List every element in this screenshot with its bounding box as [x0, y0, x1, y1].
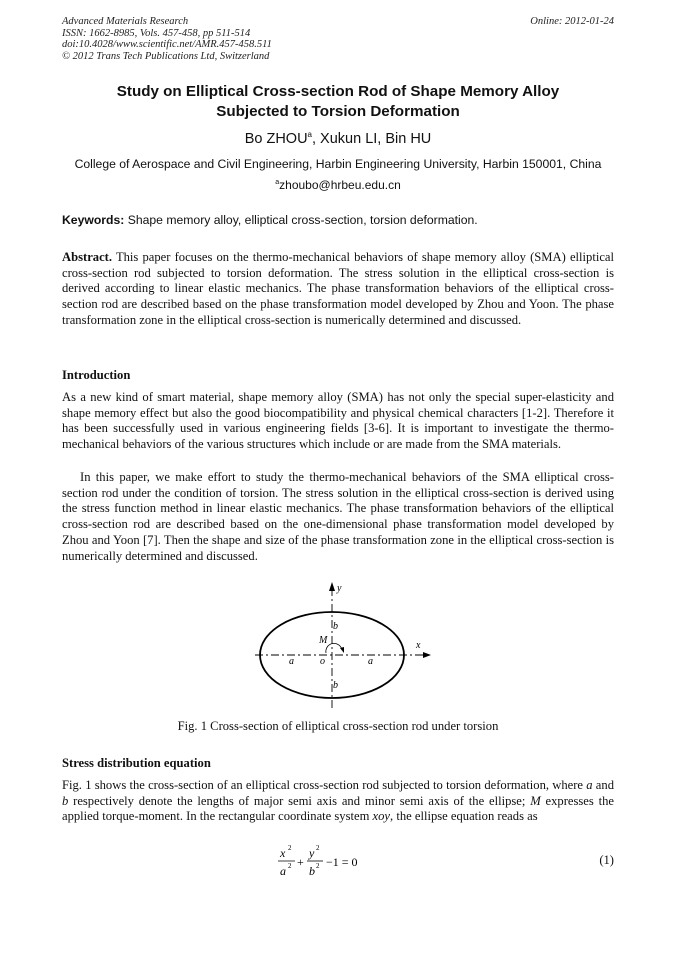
stress-text-2: and	[592, 778, 614, 792]
email	[62, 178, 614, 192]
y-axis-arrow	[329, 582, 335, 591]
var-a: a	[586, 778, 593, 792]
author-list	[62, 130, 614, 147]
keywords-text: Shape memory alloy, elliptical cross-section, torsion deformation.	[127, 213, 478, 227]
var-b: b	[62, 793, 69, 808]
introduction-paragraph-1: As a new kind of smart material, shape memory alloy (SMA) has not only the special super-elasticity and shape memory effect but also the good biocompatibility and physical chemical characters [1-2]. Therefore it has been successfully used in various engineering fields [3-6]. It is important to investigate the thermo-mechanical behaviors of the various structures which include or are made from the SMA materials.	[62, 390, 614, 452]
other-authors: , Xukun LI, Bin HU	[312, 131, 432, 147]
stress-text-5: , the ellipse equation reads as	[390, 809, 538, 824]
eq-y: y	[309, 846, 315, 860]
semi-axis-a-right: a	[368, 656, 373, 667]
eq-rest: −1 = 0	[326, 855, 358, 869]
semi-axis-b-top: b	[333, 621, 338, 632]
ellipse-figure	[255, 580, 435, 710]
author-1-affil-mark: a	[307, 130, 312, 139]
eq-b: b	[309, 864, 315, 878]
online-date: Online: 2012-01-24	[530, 16, 614, 27]
x-axis-arrow	[423, 652, 431, 658]
stress-heading: Stress distribution equation	[62, 756, 211, 770]
paper-title	[62, 82, 614, 122]
keywords-label: Keywords:	[62, 213, 125, 227]
y-label: y	[337, 583, 342, 594]
torque-label: M	[319, 635, 328, 646]
keywords	[62, 213, 614, 227]
abstract	[62, 250, 614, 329]
figure-caption: Fig. 1 Cross-section of elliptical cross-section rod under torsion	[177, 719, 499, 733]
eq-x-exp: 2	[288, 844, 292, 852]
eq-a-exp: 2	[288, 862, 292, 870]
journal-header	[62, 16, 272, 62]
torque-arc	[326, 643, 342, 653]
stress-text-3: respectively denote the lengths of major semi axis and minor semi axis of the ellipse;	[68, 793, 531, 808]
stress-text-1: Fig. 1 shows the cross-section of an elliptical cross-section rod subjected to torsion deformation, where	[62, 778, 587, 792]
stress-text-4: expresses the applied torque-moment. In the rectangular coordinate system	[62, 793, 614, 824]
doi-line: doi:10.4028/www.scientific.net/AMR.457-458.511	[62, 39, 272, 50]
eq-x: x	[280, 846, 286, 860]
abstract-label: Abstract.	[62, 250, 113, 264]
var-M: M	[530, 793, 541, 808]
title-line-1: Study on Elliptical Cross-section Rod of Shape Memory Alloy	[116, 83, 560, 100]
abstract-text: This paper focuses on the thermo-mechanical behaviors of shape memory alloy (SMA) elliptical cross-section rod subjected to torsion deformation. The stress solution in the elliptical cross-section is derived according to linear elastic mechanics. The phase transformation behaviors of the elliptical cross-section rod are described based on the phase transformation model developed by Zhou and Yoon. The phase transformation zone in the elliptical cross-section is numerically determined and discussed.	[62, 250, 615, 327]
eq-plus: +	[297, 855, 304, 869]
var-xoy: xoy	[372, 809, 391, 824]
introduction-heading: Introduction	[62, 368, 131, 382]
equation-1	[276, 844, 396, 878]
torque-arrow	[340, 647, 344, 653]
semi-axis-b-bottom: b	[333, 680, 338, 691]
stress-paragraph	[62, 778, 614, 825]
journal-name: Advanced Materials Research	[62, 16, 189, 27]
copyright-line: © 2012 Trans Tech Publications Ltd, Switzerland	[62, 50, 270, 62]
email-mark: a	[275, 179, 280, 186]
eq-y-exp: 2	[316, 844, 320, 852]
semi-axis-a-left: a	[289, 656, 294, 667]
affiliation: College of Aerospace and Civil Engineering, Harbin Engineering University, Harbin 150001, China	[74, 157, 602, 171]
introduction-paragraph-2: In this paper, we make effort to study the thermo-mechanical behaviors of the SMA elliptical cross-section rod under the condition of torsion. The stress solution in the elliptical cross-section is derived using the stress function method in linear elastic mechanics. The phase transformation behaviors of the elliptical cross-section rod are described based on the one-dimensional phase transformation model developed by Zhou and Yoon [7]. Then the shape and size of the phase transformation zone in the elliptical cross-section is numerically determined and discussed.	[62, 470, 614, 563]
equation-number: (1)	[599, 853, 614, 867]
x-label: x	[416, 640, 421, 651]
eq-b-exp: 2	[316, 862, 320, 870]
issn-line: ISSN: 1662-8985, Vols. 457-458, pp 511-514	[62, 27, 251, 39]
email-address: zhoubo@hrbeu.edu.cn	[279, 178, 401, 192]
eq-a: a	[280, 864, 286, 878]
title-line-2: Subjected to Torsion Deformation	[216, 103, 460, 120]
author-1: Bo ZHOU	[244, 131, 308, 147]
origin-label: o	[320, 656, 325, 667]
